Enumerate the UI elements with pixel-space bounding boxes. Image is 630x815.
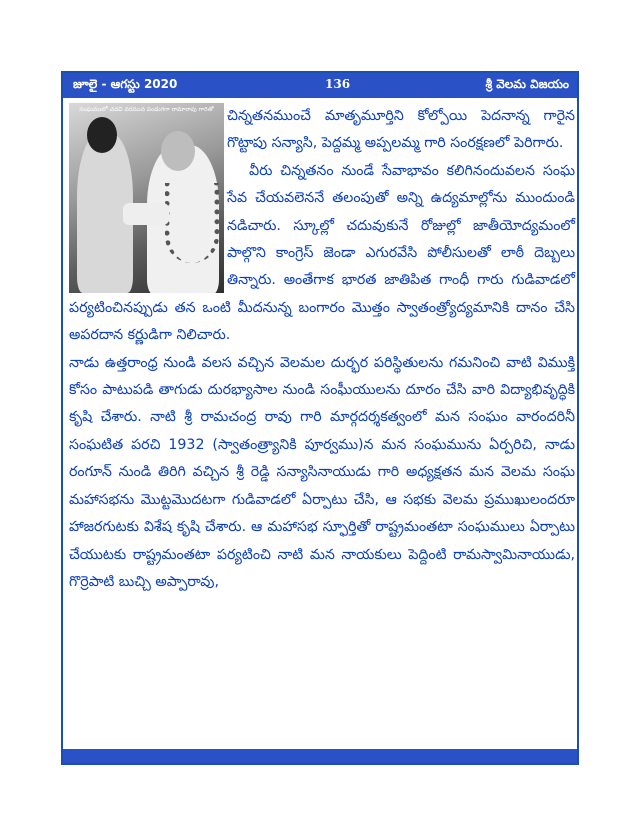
photo-caption: సంఘములో చదవి వరమున పండుగగా రామారావు గారితో xyxy=(79,106,214,113)
paragraph-2: వీరు చిన్నతనం నుండే సేవాభావం కలిగినందువలన సంఘ సేవ చేయవలెననే తలంపుతో అన్ని ఉద్యమాల్లోను ముందుండి నడిచారు. స్కూల్లో చదువుకునే రోజుల్లో జాతీయోద్యమంలో పాల్గొని కాంగ్రెస్ జెండా ఎగురవేసి పోలీసులతో లాఠీ దెబ్బలు తిన్నారు. అంతేగాక భారత జాతిపిత గాంధీ గారు గుడివాడలో పర్యటించినప్పుడు తన ఒంటి మీదనున్న బంగారం మొత్తం స్వాతంత్ర్యోద్యమానికి దానం చేసి అపరదాన కర్ణుడిగా నిలిచారు. xyxy=(69,162,575,344)
photo-wrap-spacer xyxy=(69,103,227,293)
magazine-title: శ్రీ వెలమ విజయం xyxy=(485,77,569,91)
article-body xyxy=(69,103,575,596)
page-number: 136 xyxy=(325,77,351,91)
issue-date: జూలై - ఆగస్టు 2020 xyxy=(73,77,178,91)
paragraph-1: చిన్నతనముంచే మాతృమూర్తిని కోల్పోయి పెదనాన్న గారైన గొట్టాపు సన్యాసి, పెద్దమ్మ అప్పలమ్మ గారి సంరక్షణలో పెరిగారు. xyxy=(227,108,575,152)
page-header xyxy=(63,73,577,98)
paragraph-3: నాడు ఉత్తరాంధ్ర నుండి వలస వచ్చిన వెలమల దుర్భర పరిస్థితులను గమనించి వాటి విముక్తి కోసం పాటుపడి తాగుడు దురభ్యాసాల నుండి సంఘీయులను దూరం చేసి వారి విద్యాభివృద్ధికి కృషి చేశారు. నాటి శ్రీ రామచంద్ర రావు గారి మార్గదర్శకత్వంలో మన సంఘం వారందరినీ సంఘటిత పరచి 1932 (స్వాతంత్ర్యానికి పూర్వము)న మన సంఘమును ఏర్పరిచి, నాడు రంగూన్ నుండి తిరిగి వచ్చిన శ్రీ రెడ్డి సన్యాసినాయుడు గారి అధ్యక్షతన మన వెలమ సంఘ మహాసభను మొట్టమొదటగా గుడివాడలో ఏర్పాటు చేసి, ఆ సభకు వెలమ ప్రముఖులందరూ హాజరగుటకు విశేష కృషి చేశారు. ఆ మహాసభ స్ఫూర్తితో రాష్ట్రమంతటా సంఘములు ఏర్పాటు చేయుటకు రాష్ట్రమంతటా పర్యటించి నాటి మన నాయకులు పెద్దింటి రామస్వామినాయుడు, గొర్రెపాటి బుచ్చి అప్పారావు, xyxy=(69,354,575,590)
page-frame xyxy=(61,71,579,765)
page-footer-bar xyxy=(63,749,577,763)
